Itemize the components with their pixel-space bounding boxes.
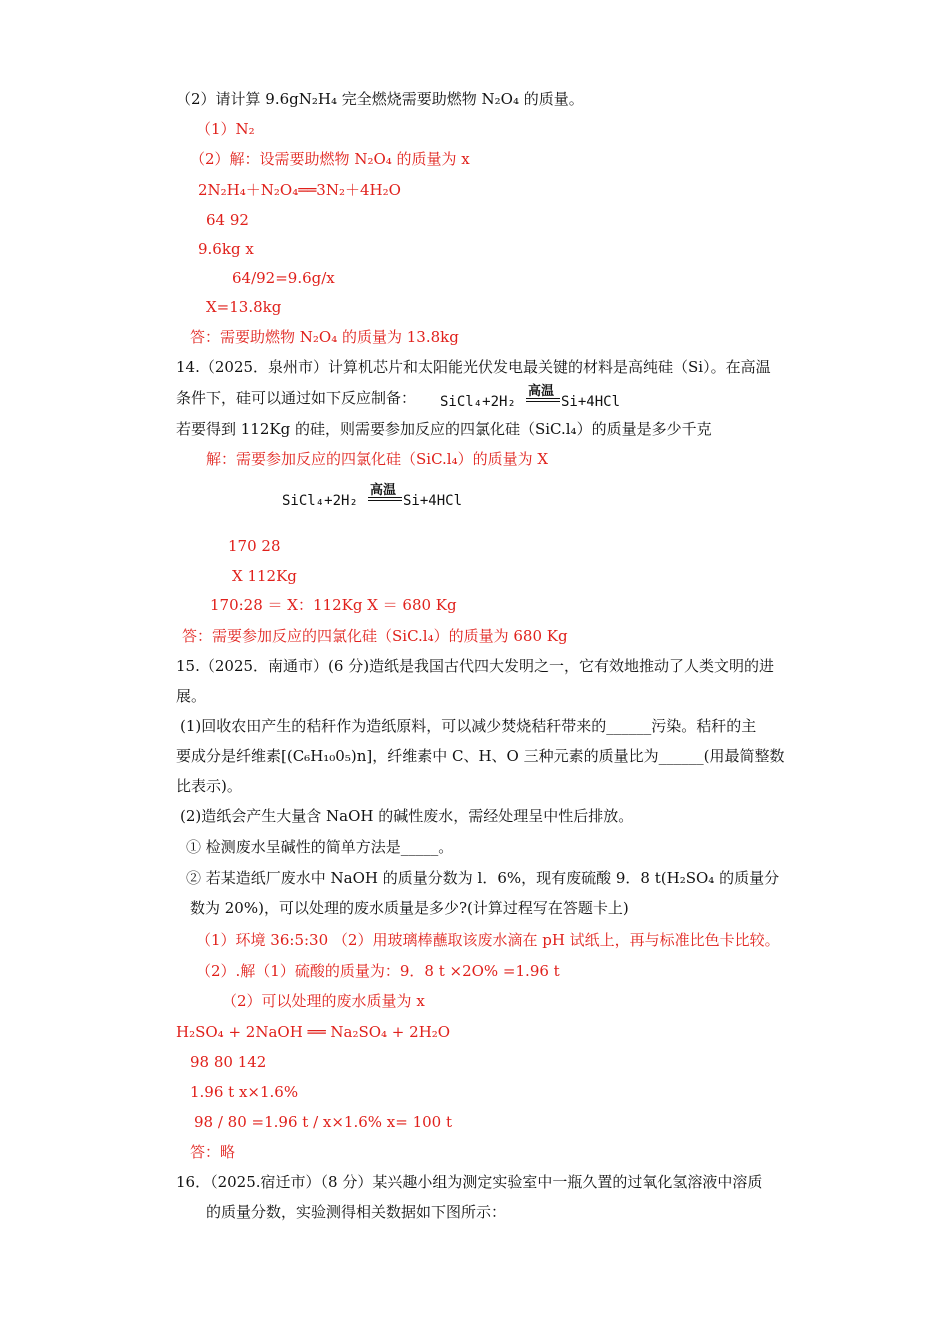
ln-given-1: 9.6kg x <box>198 240 254 258</box>
ln-q15-g: ① 检测废水呈碱性的简单方法是_____。 <box>186 838 454 856</box>
ln-q15-c: (1)回收农田产生的秸秆作为造纸原料，可以减少焚烧秸秆带来的______污染。秸秆的主 <box>180 717 757 735</box>
eq-rhs: Si+4HCl <box>403 493 463 509</box>
ln-mass-2: 170 28 <box>228 537 281 555</box>
eq-condition: 高温 <box>528 384 555 399</box>
ln-q14-b: 条件下，硅可以通过如下反应制备： <box>176 389 417 407</box>
ln-mass-1: 64 92 <box>206 211 249 229</box>
reaction-equation-2 <box>282 481 472 513</box>
ln-q15-b: 展。 <box>176 687 207 705</box>
eq-bar <box>526 398 560 402</box>
ln-mass-3: 98 80 142 <box>190 1053 267 1071</box>
eq-rhs: Si+4HCl <box>561 394 621 410</box>
ln-q15-h: ② 若某造纸厂废水中 NaOH 的质量分数为 l．6%，现有废硫酸 9．8 t(H₂SO₄ 的质量分 <box>186 869 780 887</box>
ln-ratio-1: 64/92=9.6g/x <box>232 269 335 287</box>
ln-ans14-1: 解：需要参加反应的四氯化硅（SiC.l₄）的质量为 X <box>206 450 549 468</box>
ln-q15-e: 比表示)。 <box>176 777 242 795</box>
ln-ans15-3: （2）可以处理的废水质量为 x <box>222 992 425 1010</box>
ln-given-2: X 112Kg <box>232 567 297 585</box>
ln-q14-a: 14.（2025．泉州市）计算机芯片和太阳能光伏发电最关键的材料是高纯硅（Si）。在高温 <box>176 358 771 376</box>
ln-q16-a: 16．（2025.宿迁市）（8 分）某兴趣小组为测定实验室中一瓶久置的过氧化氢溶液中溶质 <box>176 1173 763 1191</box>
eq-bar <box>368 497 402 501</box>
ln-ans-2: （2）解：设需要助燃物 N₂O₄ 的质量为 x <box>190 150 470 168</box>
reaction-equation-1 <box>440 382 630 414</box>
ln-result-1: X=13.8kg <box>206 298 282 316</box>
ln-q15-i: 数为 20%)，可以处理的废水质量是多少?(计算过程写在答题卡上) <box>190 899 629 917</box>
ln-q15-d: 要成分是纤维素[(C₆H₁₀0₅)n]，纤维素中 C、H、O 三种元素的质量比为______(用最简整数 <box>176 747 785 765</box>
ln-answer-2: 答：需要参加反应的四氯化硅（SiC.l₄）的质量为 680 Kg <box>182 627 568 645</box>
ln-answer-1: 答：需要助燃物 N₂O₄ 的质量为 13.8kg <box>190 328 459 346</box>
ln-q15-a: 15.（2025．南通市）(6 分)造纸是我国古代四大发明之一，它有效地推动了人类文明的进 <box>176 657 775 675</box>
ln-q15-f: (2)造纸会产生大量含 NaOH 的碱性废水，需经处理呈中性后排放。 <box>180 807 634 825</box>
ln-eq3: H₂SO₄ + 2NaOH ══ Na₂SO₄ + 2H₂O <box>176 1023 451 1041</box>
ln-answer-3: 答：略 <box>190 1143 236 1161</box>
eq-condition: 高温 <box>370 483 397 498</box>
ln-q13-2: （2）请计算 9.6gN₂H₄ 完全燃烧需要助燃物 N₂O₄ 的质量。 <box>176 90 584 108</box>
eq-lhs: SiCl₄+2H₂ <box>440 394 516 410</box>
ln-ratio-2: 170:28 ＝ X：112Kg X ＝ 680 Kg <box>210 596 457 614</box>
ln-eq1: 2N₂H₄＋N₂O₄══3N₂＋4H₂O <box>198 181 401 199</box>
ln-given-3: 1.96 t x×1.6% <box>190 1083 299 1101</box>
ln-ans15-1: （1）环境 36:5:30 （2）用玻璃棒蘸取该废水滴在 pH 试纸上，再与标准比色卡比较。 <box>196 931 780 949</box>
ln-ratio-3: 98 / 80 =1.96 t / x×1.6% x= 100 t <box>194 1113 453 1131</box>
ln-ans15-2: （2）.解（1）硫酸的质量为：9．8 t ×2O% =1.96 t <box>196 962 560 980</box>
eq-lhs: SiCl₄+2H₂ <box>282 493 358 509</box>
ln-q16-b: 的质量分数，实验测得相关数据如下图所示： <box>206 1203 507 1221</box>
ln-q14-c: 若要得到 112Kg 的硅，则需要参加反应的四氯化硅（SiC.l₄）的质量是多少千克 <box>176 420 712 438</box>
ln-ans-1: （1）N₂ <box>196 120 255 138</box>
